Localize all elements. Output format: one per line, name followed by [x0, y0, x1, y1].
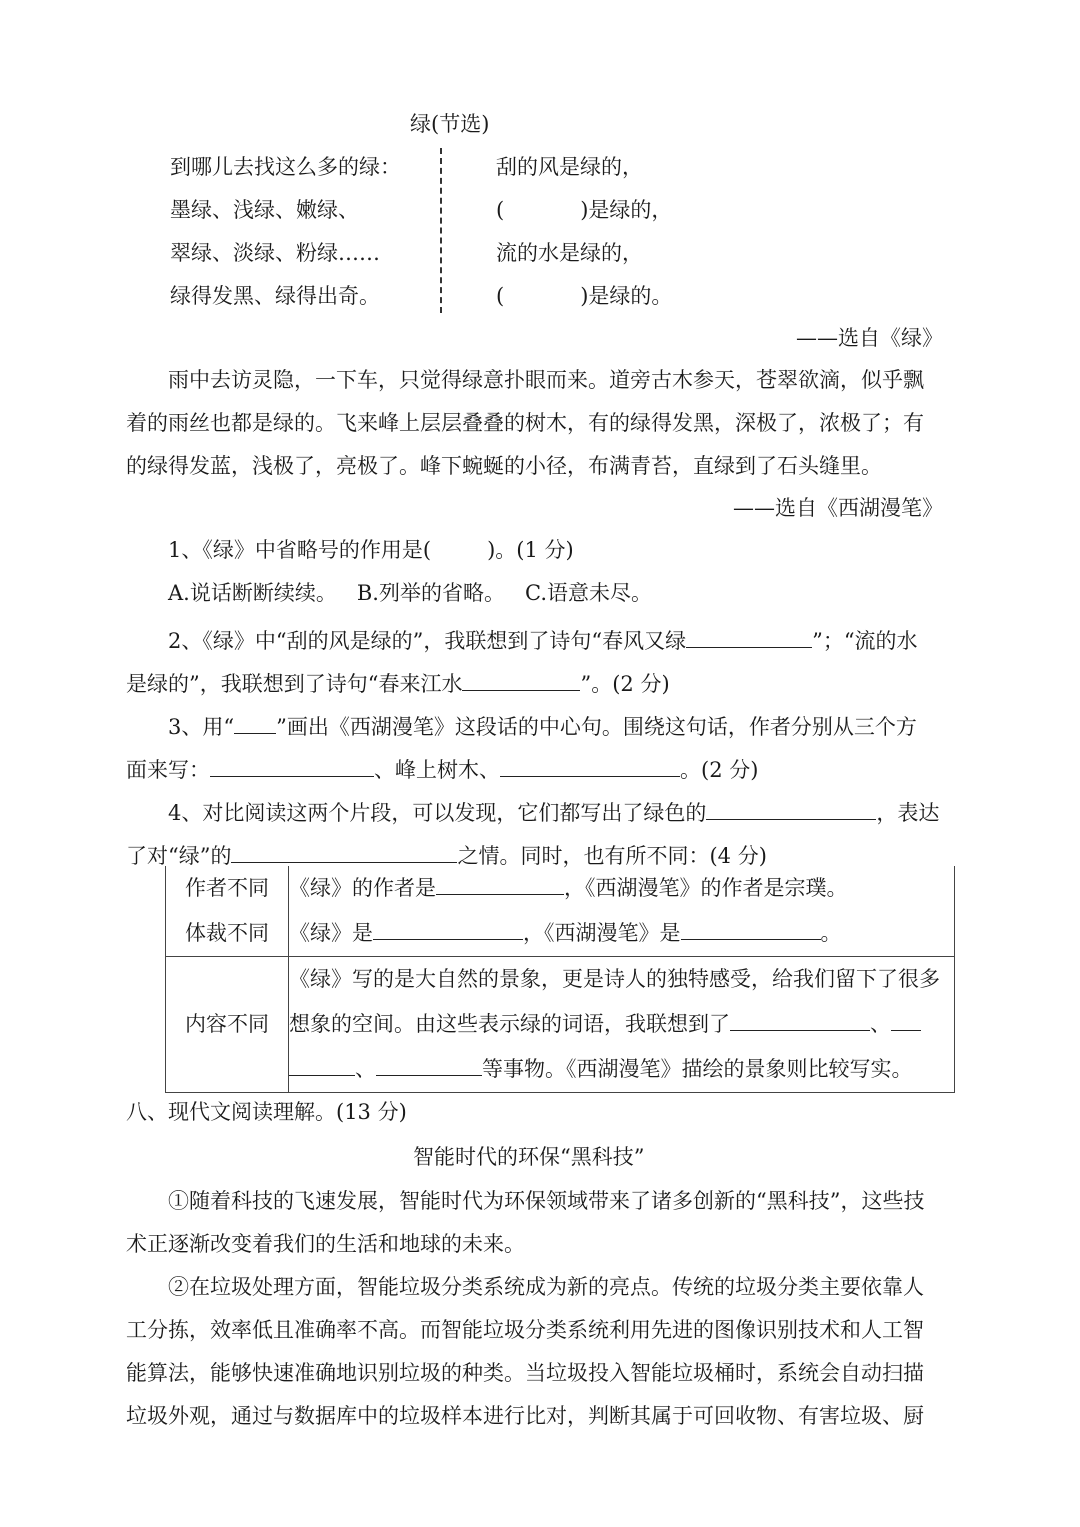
question-2-blank-2[interactable] — [462, 669, 580, 691]
question-4-text-a: 4、对比阅读这两个片段，可以发现，它们都写出了绿色的 — [168, 801, 707, 825]
content-label: 内容不同 — [185, 1012, 269, 1036]
question-2-text-b: ”；“流的水 — [812, 629, 918, 653]
poem-right-line-2 — [496, 200, 672, 221]
poem-left-line-2: 墨绿、浅绿、嫩绿、 — [170, 198, 359, 222]
passage-line-2: 着的雨丝也都是绿的。飞来峰上层层叠叠的树木，有的绿得发黑，深极了，浓极了；有 — [126, 411, 924, 435]
section-8-heading: 八、现代文阅读理解。(13 分) — [126, 1100, 407, 1124]
author-text-b: ，《西湖漫笔》的作者是宗璞。 — [564, 876, 848, 900]
section-8-line-4: 工分拣，效率低且准确率不高。而智能垃圾分类系统利用先进的图像识别技术和人工智 — [126, 1318, 924, 1342]
genre-blank-1[interactable] — [373, 918, 523, 940]
section-8-line-6: 垃圾外观，通过与数据库中的垃圾样本进行比对，判断其属于可回收物、有害垃圾、厨 — [126, 1404, 924, 1428]
content-text-2a: 想象的空间。由这些表示绿的词语，我联想到了 — [289, 1012, 730, 1036]
question-4-text-c: 了对“绿”的 — [126, 844, 232, 868]
passage-source: ——选自《西湖漫笔》 — [733, 496, 943, 520]
question-4-text-d: 之情。同时，也有所不同：(4 分) — [457, 844, 767, 868]
genre-row — [289, 911, 954, 956]
question-3-blank-1[interactable] — [210, 755, 374, 777]
poem-blank-open-2: ( — [496, 284, 505, 308]
genre-blank-2[interactable] — [681, 918, 821, 940]
author-blank[interactable] — [436, 873, 564, 895]
section-8-line-3: ②在垃圾处理方面，智能垃圾分类系统成为新的亮点。传统的垃圾分类主要依靠人 — [168, 1275, 924, 1299]
comparison-table — [165, 866, 955, 1093]
question-1-options: A.说话断断续续。 B.列举的省略。 C.语意未尽。 — [168, 581, 652, 605]
poem-left-line-4: 绿得发黑、绿得出奇。 — [170, 284, 380, 308]
author-row — [289, 866, 954, 911]
question-1-text-a: 1、《绿》中省略号的作用是( — [168, 538, 432, 562]
question-4-blank-2[interactable] — [231, 841, 457, 863]
question-4-line-1 — [168, 798, 939, 824]
table-label-cell-2 — [166, 957, 289, 1093]
section-8-line-2: 术正逐渐改变着我们的生活和地球的未来。 — [126, 1232, 525, 1256]
content-line-3 — [289, 1047, 954, 1092]
table-row — [166, 866, 955, 957]
question-2-line-2 — [126, 669, 670, 695]
genre-text-a: 《绿》是 — [289, 921, 373, 945]
question-3-text-b: ”画出《西湖漫笔》这段话的中心句。围绕这句话，作者分别从三个方 — [276, 715, 917, 739]
question-4-line-2 — [126, 841, 767, 867]
section-8-line-5: 能算法，能够快速准确地识别垃圾的种类。当垃圾投入智能垃圾桶时，系统会自动扫描 — [126, 1361, 924, 1385]
author-text-a: 《绿》的作者是 — [289, 876, 436, 900]
question-3-text-e: 。(2 分) — [680, 758, 759, 782]
question-3-text-d: 、峰上树木、 — [374, 758, 500, 782]
question-4-text-b: ，表达 — [876, 801, 940, 825]
content-blank-2-end[interactable] — [289, 1054, 355, 1076]
poem-blank-close-2: )是绿的。 — [580, 284, 673, 308]
question-2-text-a: 2、《绿》中“刮的风是绿的”，我联想到了诗句“春风又绿 — [168, 629, 687, 653]
table-content-cell-1 — [289, 866, 955, 957]
question-1-text-b: )。(1 分) — [487, 538, 574, 562]
poem-right-line-1: 刮的风是绿的， — [496, 155, 643, 179]
poem-right-line-3: 流的水是绿的， — [496, 241, 643, 265]
content-blank-2-start[interactable] — [891, 1009, 921, 1031]
genre-text-b: ，《西湖漫笔》是 — [523, 921, 681, 945]
question-2-line-1 — [168, 626, 918, 652]
content-text-3a: 、 — [355, 1057, 376, 1081]
author-label: 作者不同 — [185, 876, 269, 900]
question-2-text-d: ”。(2 分) — [580, 672, 670, 696]
genre-label: 体裁不同 — [185, 921, 269, 945]
question-3-underline-sample — [234, 712, 276, 734]
poem-blank-close-1: )是绿的， — [580, 198, 673, 222]
poem-source: ——选自《绿》 — [796, 326, 943, 350]
question-3-line-2 — [126, 755, 758, 781]
genre-text-c: 。 — [820, 921, 842, 945]
question-2-blank-1[interactable] — [686, 626, 812, 648]
content-blank-1[interactable] — [730, 1009, 870, 1031]
question-3-line-1 — [168, 712, 917, 738]
poem-right-line-4 — [496, 286, 672, 307]
content-text-3b: 等事物。《西湖漫笔》描绘的景象则比较写实。 — [482, 1057, 913, 1081]
section-8-line-1: ①随着科技的飞速发展，智能时代为环保领域带来了诸多创新的“黑科技”，这些技 — [168, 1189, 925, 1213]
table-content-cell-2 — [289, 957, 955, 1093]
passage-line-1: 雨中去访灵隐，一下车，只觉得绿意扑眼而来。道旁古木参天，苍翠欲滴，似乎飘 — [168, 368, 924, 392]
question-3-text-c: 面来写： — [126, 758, 210, 782]
question-1 — [168, 540, 574, 561]
table-row — [166, 957, 955, 1093]
question-2-text-c: 是绿的”，我联想到了诗句“春来江水 — [126, 672, 463, 696]
question-3-blank-2[interactable] — [500, 755, 680, 777]
question-3-text-a: 3、用“ — [168, 715, 235, 739]
section-8-title: 智能时代的环保“黑科技” — [413, 1145, 645, 1169]
content-line-2 — [289, 1002, 954, 1047]
content-blank-3[interactable] — [376, 1054, 482, 1076]
content-line-1: 《绿》写的是大自然的景象，更是诗人的独特感受，给我们留下了很多 — [289, 967, 940, 991]
poem-title: 绿(节选) — [410, 112, 490, 136]
table-label-cell-1 — [166, 866, 289, 957]
poem-left-line-1: 到哪儿去找这么多的绿： — [170, 155, 401, 179]
passage-line-3: 的绿得发蓝，浅极了，亮极了。峰下蜿蜒的小径，布满青苔，直绿到了石头缝里。 — [126, 454, 882, 478]
poem-blank-open-1: ( — [496, 198, 505, 222]
poem-divider — [440, 148, 442, 313]
content-text-2b: 、 — [870, 1012, 891, 1036]
poem-left-line-3: 翠绿、淡绿、粉绿…… — [170, 241, 380, 265]
question-4-blank-1[interactable] — [706, 798, 876, 820]
